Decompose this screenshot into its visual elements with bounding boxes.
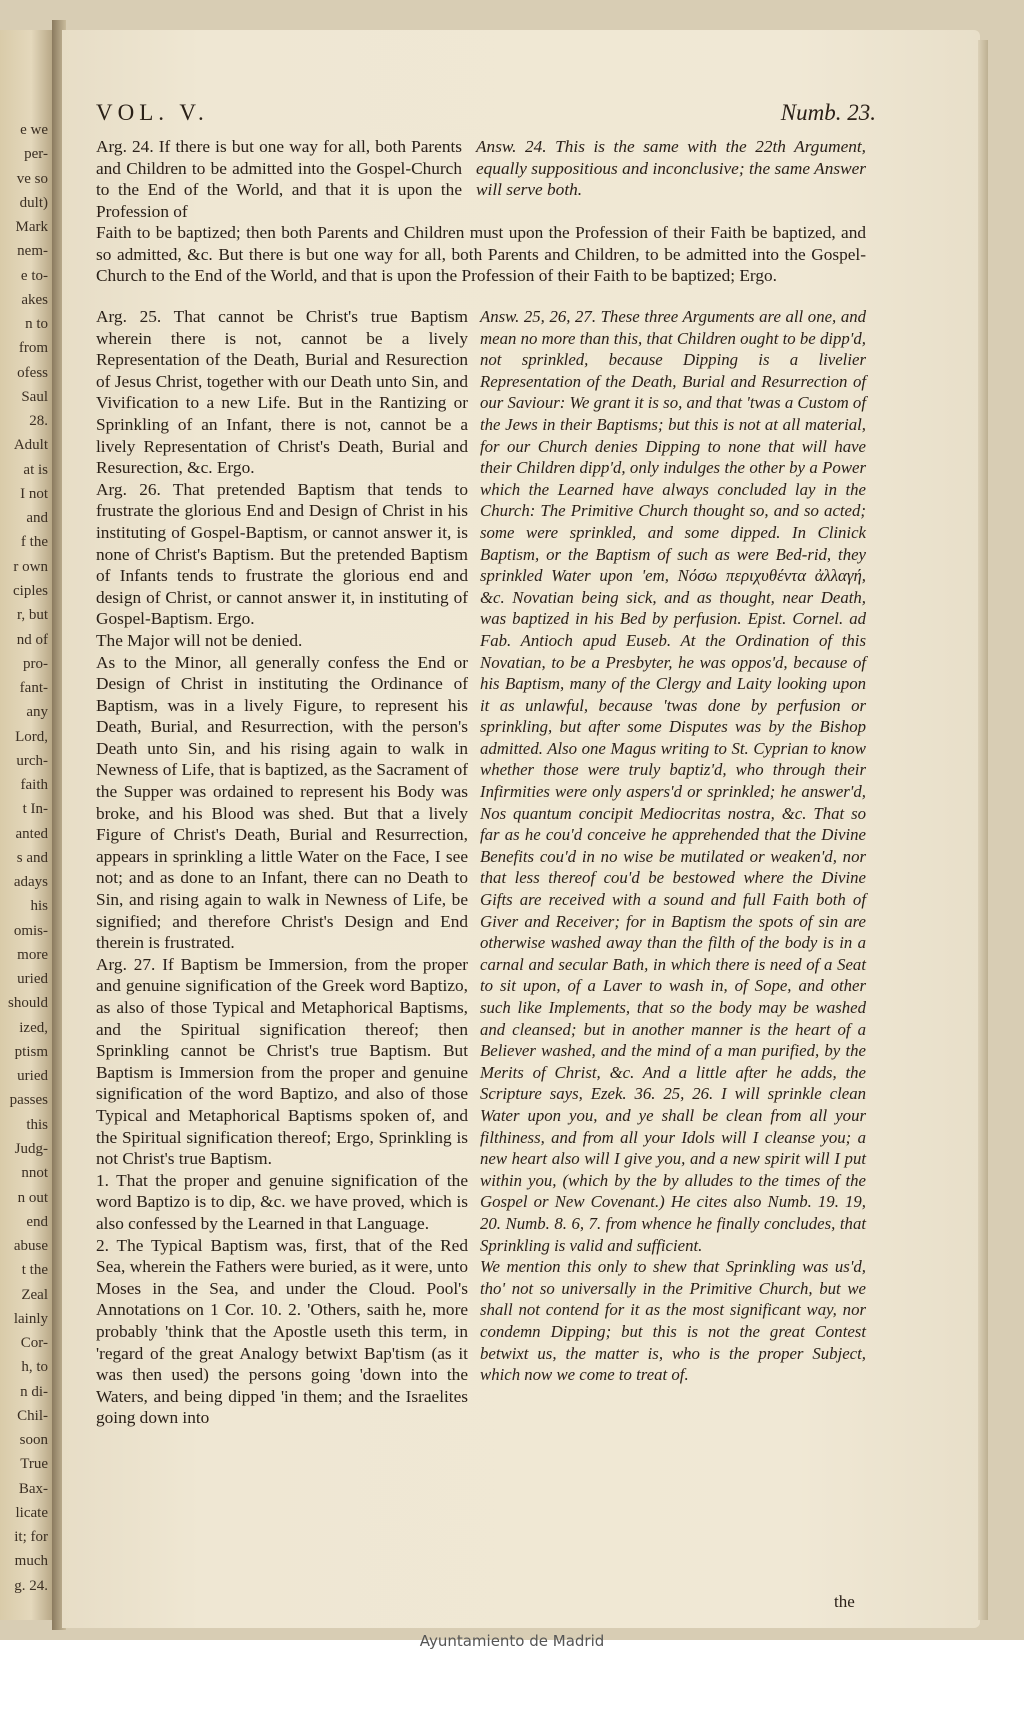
- facing-page-fragment: r own: [13, 558, 48, 575]
- argument-24: [96, 136, 462, 222]
- page-edge: [978, 40, 988, 1620]
- right-column: [480, 306, 866, 1386]
- facing-page-fragment: t the: [21, 1262, 48, 1279]
- facing-page-fragment: fant-: [19, 680, 48, 697]
- facing-page-fragment: ve so: [16, 170, 48, 187]
- facing-page-fragment: more: [17, 946, 48, 963]
- argument-24-continued: [96, 222, 866, 287]
- answer-paragraph: Answ. 24. This is the same with the 22th Argument, equally suppositious and inconclusive; the same Answer will serve both.: [476, 137, 866, 200]
- number-label: Numb. 23.: [780, 100, 876, 125]
- facing-page-fragment: n to: [25, 316, 48, 333]
- facing-page-fragment: Lord,: [15, 728, 48, 745]
- facing-page-fragment: this: [26, 1116, 48, 1133]
- facing-page-fragment: akes: [21, 291, 48, 308]
- facing-page-fragment: dult): [19, 194, 48, 211]
- paragraph: Answ. 25, 26, 27. These three Arguments are all one, and mean no more than this, that Children ought to be dipp'd, not sprinkled, because Dipping is a livelier Representation of the Death, Burial and Resurrection of our Saviour: We grant it is so, and that 'twas a Custom of the Jews in their Baptisms; but this is not at all material, for our Church denies Dipping to none that will have their Children dipp'd, only indulges the other by a Power which the Learned have always concluded lay in the Church: The Primitive Church thought so, and so acted; some were sprinkled, and some dipped. In Clinick Baptism, or the Baptism of such as were Bed-rid, they sprinkled Water upon 'em, Νόσω περιχυθέντα ἀλλαγή, &c. Novatian being sick, and as thought, near Death, was baptized in his Bed by perfusion. Epist. Cornel. ad Fab. Antioch apud Euseb. At the Ordination of this Novatian, to be a Presbyter, he was oppos'd, because of his Baptism, many of the Clergy and Laity looking upon it as unlawful, because 'twas done by perfusion or sprinkling, but after some Disputes was by the Bishop admitted. Also one Magus writing to St. Cyprian to know whether those were truly baptiz'd, who through their Infirmities were only aspers'd or sprinkled; he answer'd, Nos quantum concipit Mediocritas nostra, &c. That so far as he cou'd conceive he apprehended that the Divine Benefits cou'd in no wise be mutilated or weaken'd, nor that less thereof cou'd be bestowed where the Divine Gifts are received with a sound and full Faith both of Giver and Receiver; for in Baptism the spots of sin are otherwise washed away than the filth of the body is in a carnal and secular Bath, in which there is need of a Seat to sit upon, of a Laver to wash in, of Sope, and other such like Implements, that so the body may be washed and cleansed; but in another manner is the heart of a Believer washed, and the mind of a man purified, by the Merits of Christ, &c. And a little after he adds, the Scripture says, Ezek. 36. 25, 26. I will sprinkle clean Water upon you, and ye shall be clean from all your filthiness, and from all your Idols will I cleanse you; a new heart also will I give you, and a new spirit will I put within you, (which by the by alludes to the times of the Gospel or New Covenant.) He cites also Numb. 19. 19, 20. Numb. 8. 6, 7. from whence he finally concludes, that Sprinkling is valid and sufficient.: [480, 307, 866, 1255]
- running-header: [96, 100, 876, 134]
- facing-page-fragment: urch-: [16, 752, 48, 769]
- facing-page-fragment: s and: [16, 849, 48, 866]
- facing-page-fragment: g. 24.: [14, 1577, 48, 1594]
- facing-page-fragment: e we: [20, 122, 48, 138]
- paragraph: Arg. 27. If Baptism be Immersion, from the proper and genuine signification of the Greek word Baptizo, as also of those Typical and Metaphorical Baptisms, and the Spiritual signification thereof; then Sprinkling cannot be Christ's true Baptism. But Baptism is Immersion from the proper and genuine signification of the word Baptizo, and also of those Typical and Metaphorical Baptisms spoken of, and the Spiritual signification thereof; Ergo, Sprinkling is not Christ's true Baptism.: [96, 954, 468, 1169]
- facing-page-fragment: and: [26, 510, 48, 527]
- paragraph: The Major will not be denied.: [96, 630, 303, 650]
- facing-page-fragment: from: [18, 340, 48, 357]
- facing-page-fragment: Mark: [15, 219, 48, 236]
- paragraph: As to the Minor, all generally confess the End or Design of Christ in instituting the Ordinance of Baptism, was in a lively Figure, to represent his Death, Burial, and Resurrection, with the person's Death unto Sin, and his rising again to walk in Newness of Life, that is baptized, as the Sacrament of the Supper was ordained to represent his Body was broke, and his Blood was shed. But that a lively Figure of Christ's Death, Burial and Resurrection, appears in sprinkling a little Water on the Face, I see not; and as done to an Infant, there can no Death to Sin, and rising again to walk in Newness of Life, be signified; and therefore Christ's Design and End therein is frustrated.: [96, 652, 468, 953]
- facing-page-fragment: I not: [20, 485, 48, 502]
- facing-page-fragment: n out: [17, 1189, 48, 1206]
- facing-page-fragment: 28.: [29, 413, 48, 430]
- facing-page-fragment: end: [26, 1213, 48, 1230]
- facing-page-fragment: ciples: [13, 582, 48, 599]
- facing-page-fragment: r, but: [16, 607, 48, 624]
- facing-page-fragment: Bax-: [18, 1480, 48, 1497]
- facing-page-fragment: uried: [17, 971, 48, 988]
- facing-page-fragment: should: [7, 995, 48, 1012]
- facing-page-fragment: abuse: [13, 1238, 48, 1255]
- facing-page-fragment: Saul: [21, 388, 48, 405]
- volume-label: VOL. V.: [96, 100, 209, 125]
- facing-page-fragment: passes: [9, 1092, 48, 1109]
- paragraph: 1. That the proper and genuine signification of the word Baptizo is to dip, &c. we have proved, which is also confessed by the Learned in that Language.: [96, 1170, 468, 1233]
- facing-page-fragment: Adult: [13, 437, 48, 454]
- left-column: [96, 306, 468, 1429]
- facing-page-fragment: per-: [24, 146, 48, 163]
- facing-page-fragment: omis-: [13, 922, 48, 939]
- facing-page-fragment: nem-: [17, 243, 48, 260]
- facing-page-fragment: Cor-: [20, 1335, 48, 1352]
- facing-page-fragment: ptism: [14, 1043, 48, 1060]
- facing-page-fragment: anted: [15, 825, 48, 842]
- facing-page-fragment: t In-: [22, 801, 48, 818]
- facing-page-fragment: much: [14, 1553, 48, 1570]
- facing-page-fragment: pro-: [23, 655, 48, 672]
- facing-page-fragment: f the: [20, 534, 48, 551]
- facing-page-fragment: at is: [23, 461, 48, 478]
- facing-page-fragment: Zeal: [21, 1286, 48, 1303]
- paragraph: Arg. 26. That pretended Baptism that tends to frustrate the glorious End and Design of Christ in his instituting of Gospel-Baptism, or cannot answer it, is none of Christ's Baptism. But the pretended Baptism of Infants tends to frustrate the glorious end and design of Christ, or cannot answer it, in instituting of Gospel-Baptism. Ergo.: [96, 479, 468, 629]
- catchword: the: [834, 1592, 855, 1611]
- footer-credit: Ayuntamiento de Madrid: [419, 1632, 605, 1650]
- facing-page-fragment: nnot: [21, 1165, 48, 1182]
- facing-page-fragment: e to-: [20, 267, 48, 284]
- facing-page-fragment: adays: [13, 874, 48, 891]
- facing-page-fragment: True: [20, 1456, 48, 1473]
- facing-page-fragment: faith: [20, 777, 48, 794]
- facing-page-fragment: h, to: [21, 1359, 48, 1376]
- facing-page-fragment: any: [26, 704, 48, 721]
- answer-24: [476, 136, 866, 201]
- facing-page-fragment: lainly: [13, 1310, 48, 1327]
- facing-page-fragment: uried: [17, 1068, 48, 1085]
- paragraph: We mention this only to shew that Sprinkling was us'd, tho' not so universally in the Primitive Church, but we shall not contend for it as the most significant way, nor condemn Dipping; but this is not the great Contest betwixt us, the matter is, who is the proper Subject, which now we come to treat of.: [480, 1257, 866, 1385]
- facing-page-fragment: ized,: [19, 1019, 48, 1036]
- facing-page-fragment: Judg-: [14, 1141, 48, 1158]
- facing-page-edge: [0, 30, 52, 1620]
- paragraph: Arg. 25. That cannot be Christ's true Baptism wherein there is not, cannot be a lively Representation of the Death, Burial and Resurection of Jesus Christ, together with our Death unto Sin, and Vivification to a new Life. But in the Rantizing or Sprinkling of an Infant, there is not, cannot be a lively Representation of Christ's Death, Burial and Resurection, &c. Ergo.: [96, 307, 468, 478]
- argument-paragraph: Faith to be baptized; then both Parents and Children must upon the Profession of their Faith be baptized, and so admitted, &c. But there is but one way for all, both Parents and Children, to be admitted into the Gospel-Church to the End of the World, and that is upon the Profession of their Faith to be baptized; Ergo.: [96, 223, 866, 286]
- facing-page-fragment: licate: [15, 1504, 48, 1521]
- facing-page-fragment: his: [30, 898, 48, 915]
- facing-page-fragment: n di-: [20, 1383, 48, 1400]
- facing-page-fragment: ofess: [17, 364, 48, 381]
- facing-page-fragment: it; for: [14, 1529, 48, 1546]
- argument-paragraph: Arg. 24. If there is but one way for all, both Parents and Children to be admitted into the Gospel-Church to the End of the World, and that it is upon the Profession of: [96, 137, 462, 221]
- facing-page-fragment: Chil-: [17, 1407, 48, 1424]
- paragraph: 2. The Typical Baptism was, first, that of the Red Sea, wherein the Fathers were buried, as it were, unto Moses in the Sea, and under the Cloud. Pool's Annotations on 1 Cor. 10. 2. 'Others, saith he, more probably 'think that the Apostle useth this term, in 'regard of the great Analogy betwixt Bap'tism (as it was then used) the persons going 'down into the Waters, and being dipped 'in them; and the Israelites going down into: [96, 1235, 468, 1428]
- facing-page-fragment: nd of: [16, 631, 48, 648]
- facing-page-fragment: soon: [19, 1432, 48, 1449]
